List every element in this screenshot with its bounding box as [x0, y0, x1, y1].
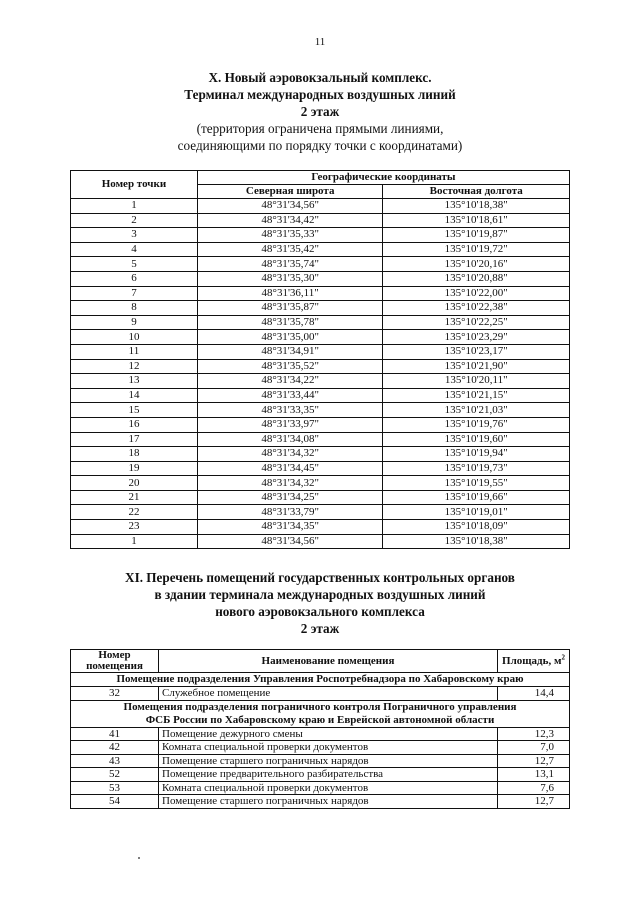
- section-x-title-line: X. Новый аэровокзальный комплекс.: [208, 70, 432, 85]
- point-number-cell: 22: [71, 505, 198, 520]
- table-row: [71, 242, 570, 257]
- room-name-cell: Помещение старшего пограничных нарядов: [159, 754, 498, 768]
- table-row: [71, 301, 570, 316]
- longitude-cell: 135°10'19,87": [383, 228, 570, 243]
- section-xi-title-line: нового аэровокзального комплекса: [215, 604, 425, 619]
- latitude-cell: 48°31'34,42": [197, 213, 383, 228]
- latitude-cell: 48°31'35,87": [197, 301, 383, 316]
- longitude-cell: 135°10'19,66": [383, 490, 570, 505]
- table-row: [71, 315, 570, 330]
- table-row: [71, 417, 570, 432]
- longitude-cell: 135°10'18,38": [383, 199, 570, 214]
- latitude-cell: 48°31'35,74": [197, 257, 383, 272]
- latitude-cell: 48°31'35,00": [197, 330, 383, 345]
- room-number-header-line: помещения: [86, 660, 143, 672]
- room-name-cell: Помещение старшего пограничных нарядов: [159, 795, 498, 809]
- area-header-unit-power: 2: [561, 652, 565, 661]
- longitude-cell: 135°10'21,15": [383, 388, 570, 403]
- latitude-cell: 48°31'35,78": [197, 315, 383, 330]
- section-xi-title-line: в здании терминала международных воздушных линий: [154, 587, 486, 602]
- room-name-cell: Комната специальной проверки документов: [159, 781, 498, 795]
- point-number-cell: 3: [71, 228, 198, 243]
- latitude-cell: 48°31'34,32": [197, 447, 383, 462]
- latitude-cell: 48°31'34,45": [197, 461, 383, 476]
- longitude-cell: 135°10'19,72": [383, 242, 570, 257]
- longitude-cell: 135°10'19,55": [383, 476, 570, 491]
- room-number-cell: 53: [71, 781, 159, 795]
- point-number-cell: 16: [71, 417, 198, 432]
- group-row: [71, 673, 570, 687]
- latitude-cell: 48°31'34,32": [197, 476, 383, 491]
- area-cell: 12,7: [498, 754, 570, 768]
- longitude-cell: 135°10'19,76": [383, 417, 570, 432]
- longitude-cell: 135°10'20,88": [383, 271, 570, 286]
- room-number-header: [71, 650, 159, 673]
- table-row: [71, 795, 570, 809]
- group-title: [71, 673, 570, 687]
- point-number-cell: 15: [71, 403, 198, 418]
- area-cell: 14,4: [498, 687, 570, 701]
- table-row: [71, 741, 570, 755]
- point-number-cell: 8: [71, 301, 198, 316]
- scan-speck: [138, 857, 140, 859]
- coordinates-table: [70, 170, 570, 549]
- group-title: [71, 700, 570, 727]
- point-number-cell: 10: [71, 330, 198, 345]
- section-x-title-line: 2 этаж: [300, 104, 340, 119]
- area-header: [498, 650, 570, 673]
- page-number: 11: [314, 36, 326, 48]
- room-name-cell: Служебное помещение: [159, 687, 498, 701]
- latitude-cell: 48°31'33,97": [197, 417, 383, 432]
- latitude-cell: 48°31'34,22": [197, 374, 383, 389]
- latitude-cell: 48°31'33,44": [197, 388, 383, 403]
- table-row: [71, 461, 570, 476]
- rooms-table-body: [71, 673, 570, 809]
- longitude-cell: 135°10'19,73": [383, 461, 570, 476]
- group-title-line: Помещение подразделения Управления Роспотребнадзора по Хабаровскому краю: [116, 673, 524, 685]
- latitude-cell: 48°31'34,08": [197, 432, 383, 447]
- room-name-cell: Помещение предварительного разбирательства: [159, 768, 498, 782]
- table-row: [71, 374, 570, 389]
- group-row: [71, 700, 570, 727]
- longitude-cell: 135°10'23,17": [383, 344, 570, 359]
- area-cell: 13,1: [498, 768, 570, 782]
- section-x-note-line: (территория ограничена прямыми линиями,: [196, 121, 444, 136]
- room-number-cell: 42: [71, 741, 159, 755]
- room-name-cell: Комната специальной проверки документов: [159, 741, 498, 755]
- area-header-label: Площадь, м: [502, 654, 562, 667]
- point-number-cell: 13: [71, 374, 198, 389]
- latitude-cell: 48°31'34,35": [197, 520, 383, 535]
- longitude-cell: 135°10'20,16": [383, 257, 570, 272]
- latitude-cell: 48°31'36,11": [197, 286, 383, 301]
- point-number-cell: 6: [71, 271, 198, 286]
- longitude-cell: 135°10'22,00": [383, 286, 570, 301]
- section-x-note-line: соединяющими по порядку точки с координатами): [177, 138, 463, 153]
- point-number-cell: 19: [71, 461, 198, 476]
- table-row: [71, 228, 570, 243]
- point-number-cell: 21: [71, 490, 198, 505]
- table-row: [71, 520, 570, 535]
- section-xi-title-line: XI. Перечень помещений государственных контрольных органов: [125, 570, 515, 585]
- area-cell: 7,0: [498, 741, 570, 755]
- latitude-cell: 48°31'33,35": [197, 403, 383, 418]
- longitude-cell: 135°10'18,09": [383, 520, 570, 535]
- group-title-line: ФСБ России по Хабаровскому краю и Еврейской автономной области: [145, 713, 495, 726]
- room-number-cell: 43: [71, 754, 159, 768]
- longitude-cell: 135°10'19,60": [383, 432, 570, 447]
- table-row: [71, 199, 570, 214]
- longitude-cell: 135°10'23,29": [383, 330, 570, 345]
- area-cell: 12,7: [498, 795, 570, 809]
- table-row: [71, 447, 570, 462]
- area-cell: 7,6: [498, 781, 570, 795]
- room-name-cell: Помещение дежурного смены: [159, 727, 498, 741]
- section-x-title-line: Терминал международных воздушных линий: [184, 87, 456, 102]
- point-number-cell: 20: [71, 476, 198, 491]
- table-row: [71, 271, 570, 286]
- point-number-cell: 4: [71, 242, 198, 257]
- longitude-cell: 135°10'21,03": [383, 403, 570, 418]
- east-longitude-header: Восточная долгота: [383, 185, 570, 199]
- table-row: [71, 727, 570, 741]
- point-number-cell: 11: [71, 344, 198, 359]
- coordinates-table-body: [71, 199, 570, 549]
- latitude-cell: 48°31'35,30": [197, 271, 383, 286]
- room-number-cell: 32: [71, 687, 159, 701]
- table-row: [71, 330, 570, 345]
- point-number-cell: 9: [71, 315, 198, 330]
- rooms-table: [70, 649, 570, 809]
- section-xi-title-line: 2 этаж: [300, 621, 340, 636]
- table-row: [71, 534, 570, 549]
- longitude-cell: 135°10'20,11": [383, 374, 570, 389]
- point-number-cell: 1: [71, 199, 198, 214]
- north-latitude-header: Северная широта: [197, 185, 383, 199]
- group-title-line: Помещения подразделения пограничного контроля Пограничного управления: [123, 700, 517, 713]
- section-x-heading: [0, 69, 640, 154]
- table-row: [71, 768, 570, 782]
- room-name-header: Наименование помещения: [159, 650, 498, 673]
- table-row: [71, 490, 570, 505]
- room-number-header-line: Номер: [98, 649, 131, 661]
- table-row: [71, 257, 570, 272]
- point-number-cell: 1: [71, 534, 198, 549]
- longitude-cell: 135°10'21,90": [383, 359, 570, 374]
- point-number-cell: 7: [71, 286, 198, 301]
- point-number-cell: 14: [71, 388, 198, 403]
- table-row: [71, 344, 570, 359]
- table-row: [71, 286, 570, 301]
- table-row: [71, 359, 570, 374]
- area-cell: 12,3: [498, 727, 570, 741]
- latitude-cell: 48°31'35,42": [197, 242, 383, 257]
- latitude-cell: 48°31'34,25": [197, 490, 383, 505]
- point-number-cell: 5: [71, 257, 198, 272]
- latitude-cell: 48°31'34,56": [197, 199, 383, 214]
- section-xi-heading: [0, 569, 640, 637]
- room-number-cell: 52: [71, 768, 159, 782]
- point-number-cell: 23: [71, 520, 198, 535]
- point-number-cell: 12: [71, 359, 198, 374]
- table-row: [71, 213, 570, 228]
- table-row: [71, 781, 570, 795]
- point-number-cell: 17: [71, 432, 198, 447]
- room-number-cell: 54: [71, 795, 159, 809]
- table-row: [71, 687, 570, 701]
- longitude-cell: 135°10'18,61": [383, 213, 570, 228]
- table-row: [71, 432, 570, 447]
- table-row: [71, 505, 570, 520]
- point-number-cell: 18: [71, 447, 198, 462]
- latitude-cell: 48°31'34,56": [197, 534, 383, 549]
- table-row: [71, 754, 570, 768]
- table-row: [71, 388, 570, 403]
- table-row: [71, 476, 570, 491]
- longitude-cell: 135°10'18,38": [383, 534, 570, 549]
- table-row: [71, 403, 570, 418]
- longitude-cell: 135°10'22,25": [383, 315, 570, 330]
- geo-coordinates-header: Географические координаты: [197, 171, 569, 185]
- longitude-cell: 135°10'19,01": [383, 505, 570, 520]
- room-number-cell: 41: [71, 727, 159, 741]
- latitude-cell: 48°31'33,79": [197, 505, 383, 520]
- point-number-header: Номер точки: [71, 171, 198, 199]
- latitude-cell: 48°31'35,33": [197, 228, 383, 243]
- longitude-cell: 135°10'19,94": [383, 447, 570, 462]
- longitude-cell: 135°10'22,38": [383, 301, 570, 316]
- latitude-cell: 48°31'34,91": [197, 344, 383, 359]
- point-number-cell: 2: [71, 213, 198, 228]
- latitude-cell: 48°31'35,52": [197, 359, 383, 374]
